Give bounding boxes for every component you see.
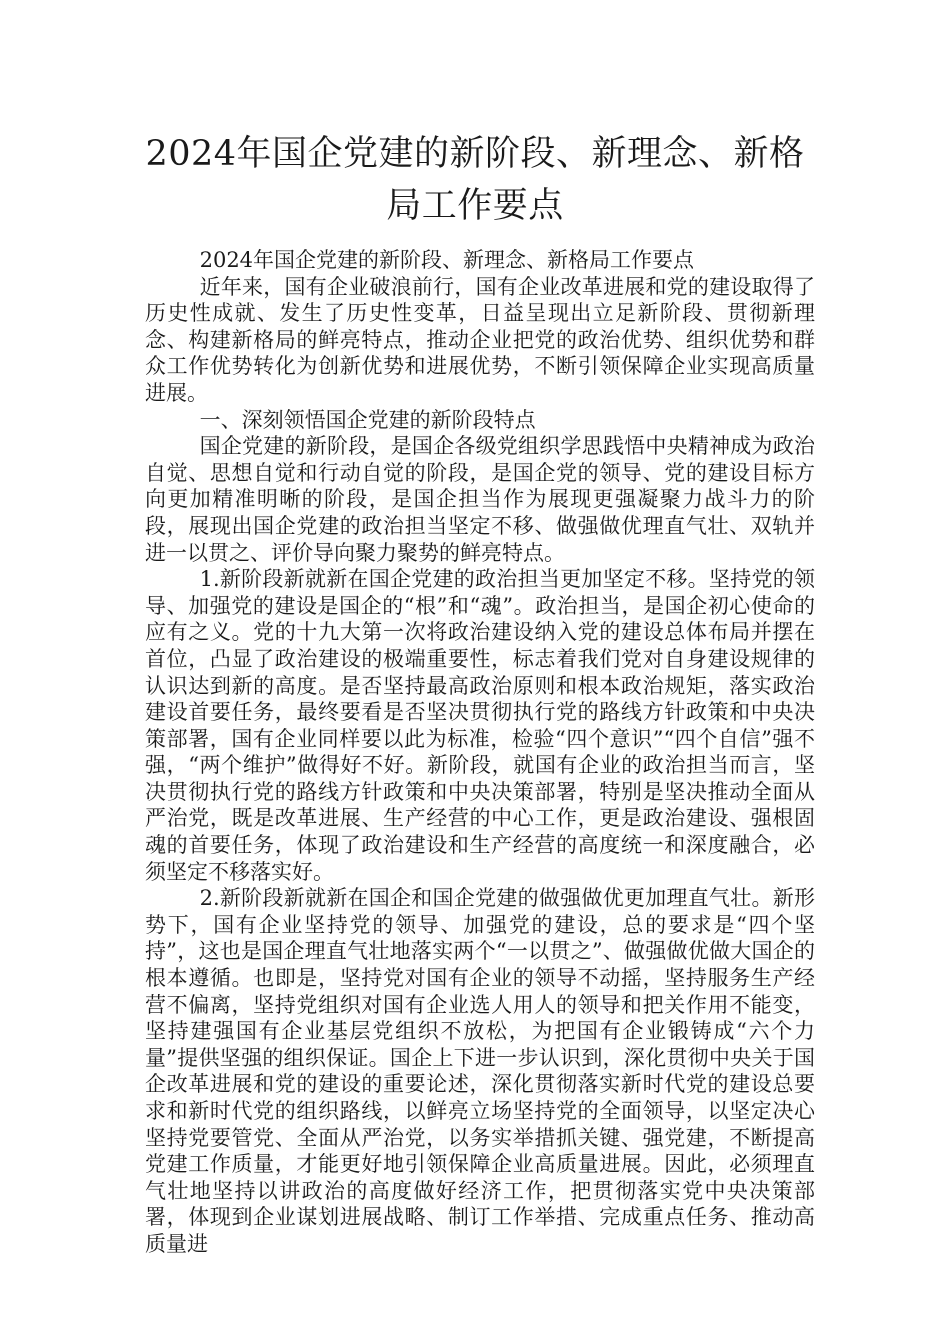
document-body <box>145 247 815 1258</box>
point-2-paragraph: 2.新阶段新就新在国企和国企党建的做强做优更加理直气壮。新形势下，国有企业坚持党的领导、加强党的建设，总的要求是“四个坚持”，这也是国企理直气壮地落实两个“一以贯之”、做强做优做大国企的根本遵循。也即是，坚持党对国有企业的领导不动摇，坚持服务生产经营不偏离，坚持党组织对国有企业选人用人的领导和把关作用不能变，坚持建强国有企业基层党组织不放松，为把国有企业锻铸成“六个力量”提供坚强的组织保证。国企上下进一步认识到，深化贯彻中央关于国企改革进展和党的建设的重要论述，深化贯彻落实新时代党的建设总要求和新时代党的组织路线，以鲜亮立场坚持党的全面领导，以坚定决心坚持党要管党、全面从严治党，以务实举措抓关键、强党建，不断提高党建工作质量，才能更好地引领保障企业高质量进展。因此，必须理直气壮地坚持以讲政治的高度做好经济工作，把贯彻落实党中央决策部署，体现到企业谋划进展战略、制订工作举措、完成重点任务、推动高质量进 <box>145 886 815 1256</box>
subtitle-paragraph: 2024年国企党建的新阶段、新理念、新格局工作要点 <box>199 248 695 272</box>
section-intro-paragraph: 国企党建的新阶段，是国企各级党组织学思践悟中央精神成为政治自觉、思想自觉和行动自觉的阶段，是国企党的领导、党的建设目标方向更加精准明晰的阶段，是国企担当作为展现更强凝聚力战斗力的阶段，展现出国企党建的政治担当坚定不移、做强做优理直气壮、双轨并进一以贯之、评价导向聚力聚势的鲜亮特点。 <box>145 434 815 565</box>
intro-paragraph: 近年来，国有企业破浪前行，国有企业改革进展和党的建设取得了历史性成就、发生了历史性变革，日益呈现出立足新阶段、贯彻新理念、构建新格局的鲜亮特点，推动企业把党的政治优势、组织优势和群众工作优势转化为创新优势和进展优势，不断引领保障企业实现高质量进展。 <box>145 274 815 405</box>
point-1-paragraph: 1.新阶段新就新在国企党建的政治担当更加坚定不移。坚持党的领导、加强党的建设是国企的“根”和“魂”。政治担当，是国企初心使命的应有之义。党的十九大第一次将政治建设纳入党的建设总体布局并摆在首位，凸显了政治建设的极端重要性，标志着我们党对自身建设规律的认识达到新的高度。是否坚持最高政治原则和根本政治规矩，落实政治建设首要任务，最终要看是否坚决贯彻执行党的路线方针政策和中央决策部署，国有企业同样要以此为标准，检验“四个意识”“四个自信”强不强，“两个维护”做得好不好。新阶段，就国有企业的政治担当而言，坚决贯彻执行党的路线方针政策和中央决策部署，特别是坚决推动全面从严治党，既是改革进展、生产经营的中心工作，更是政治建设、强根固魂的首要任务，体现了政治建设和生产经营的高度统一和深度融合，必须坚定不移落实好。 <box>145 567 815 884</box>
document-title: 2024年国企党建的新阶段、新理念、新格局工作要点 <box>145 134 805 226</box>
section-heading: 一、深刻领悟国企党建的新阶段特点 <box>199 407 536 432</box>
